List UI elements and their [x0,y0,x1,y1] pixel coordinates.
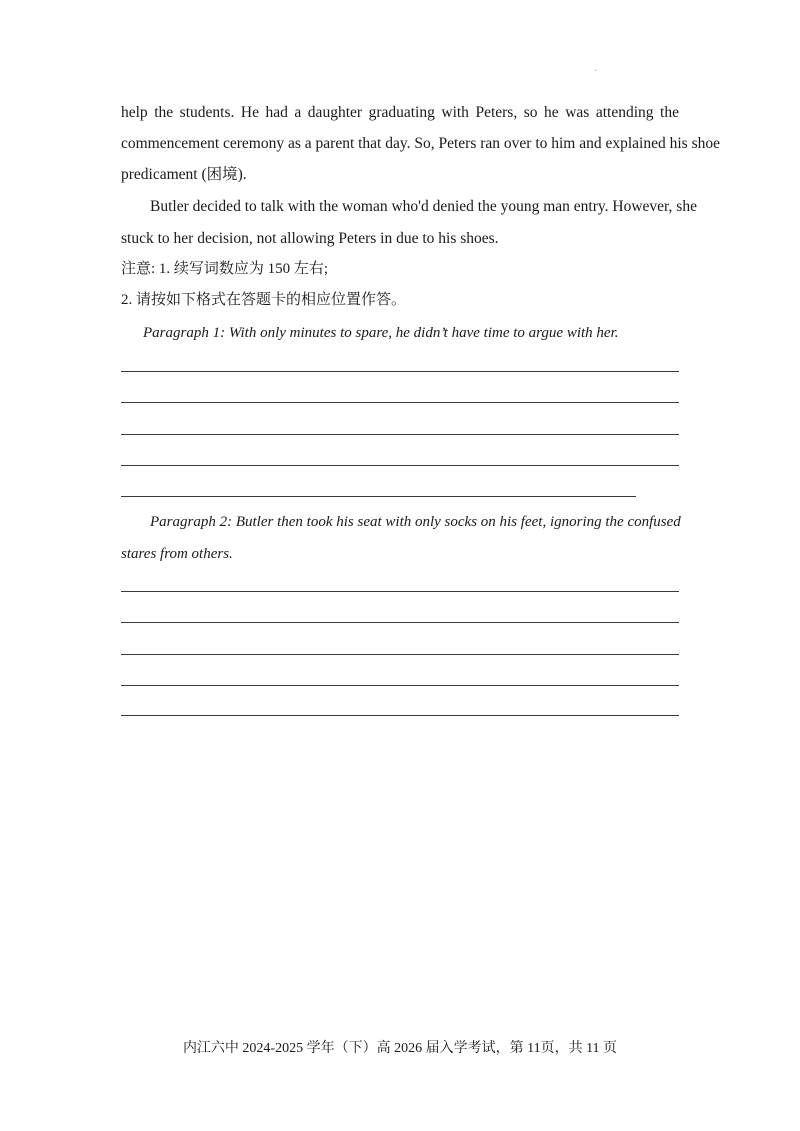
scan-speck: · [594,66,598,77]
answer-line [121,371,679,372]
note-format: 2. 请按如下格式在答题卡的相应位置作答。 [121,292,407,308]
answer-line [121,465,679,466]
passage-line-3: predicament (困境). [121,166,247,183]
answer-line [121,496,636,497]
passage-line-4: Butler decided to talk with the woman who'd denied the young man entry. However, she [150,198,697,215]
page-footer: 内江六中 2024-2025 学年（下）高 2026 届入学考试，第 11页，共 11 页 [182,1041,618,1056]
passage-line-2: commencement ceremony as a parent that day. So, Peters ran over to him and explained his shoe [121,135,720,152]
passage-line-5: stuck to her decision, not allowing Peters in due to his shoes. [121,230,499,247]
answer-line [121,591,679,592]
paragraph-1-prompt: Paragraph 1: With only minutes to spare, he didn’t have time to argue with her. [143,325,619,341]
answer-line [121,402,679,403]
answer-line [121,654,679,655]
answer-line [121,434,679,435]
paragraph-2-prompt-line-1: Paragraph 2: Butler then took his seat with only socks on his feet, ignoring the confused [150,514,681,530]
paragraph-2-prompt-line-2: stares from others. [121,546,233,562]
answer-line [121,715,679,716]
answer-line [121,685,679,686]
note-word-count: 注意: 1. 续写词数应为 150 左右; [121,261,329,277]
answer-line [121,622,679,623]
passage-line-1: help the students. He had a daughter graduating with Peters, so he was attending the [121,104,679,121]
